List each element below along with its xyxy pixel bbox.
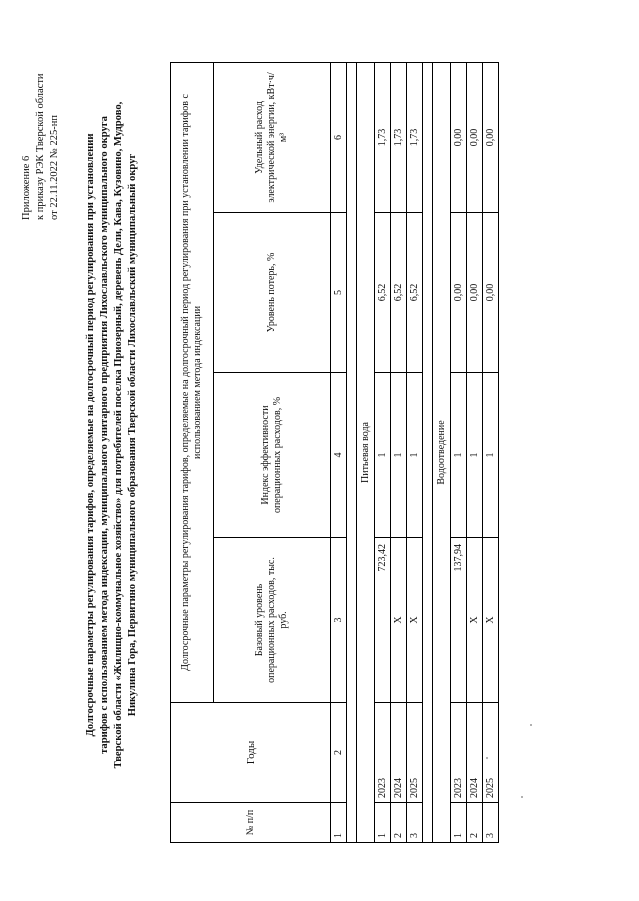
column-number: 6: [331, 62, 347, 212]
table-cell: 3: [483, 803, 499, 843]
header-number: № п/п: [171, 803, 331, 843]
table-cell: 1: [467, 373, 483, 538]
section-wastewater: Водоотведение: [433, 62, 451, 842]
table-cell: 3: [407, 803, 423, 843]
table-cell: 2023: [375, 703, 391, 803]
table-cell: 1,73: [407, 62, 423, 212]
annex-line-1: Приложение 6: [21, 155, 32, 220]
scan-speck: [486, 757, 488, 759]
table-cell: X: [391, 538, 407, 703]
title-line: тарифов с использованием метода индексации, муниципального унитарного предприятия Лихославльского муниципального округа: [99, 116, 110, 754]
annex-line-2: к приказу РЭК Тверской области: [35, 73, 46, 220]
title-line: Долгосрочные параметры регулирования тарифов, определяемые на долгосрочный период регулирования при установлении: [85, 133, 96, 737]
tariff-parameters-table: [170, 62, 499, 843]
table-cell: 6,52: [375, 213, 391, 373]
table-cell: 1: [483, 373, 499, 538]
table-cell: X: [467, 538, 483, 703]
header-energy-consumption: Удельный расход электрической энергии, кВт·ч/м³: [214, 62, 331, 212]
annex-line-3: от 22.11.2022 № 225-нп: [49, 115, 60, 220]
table-cell: 1: [391, 373, 407, 538]
table-cell: 0,00: [451, 62, 467, 212]
table-cell: 1: [375, 803, 391, 843]
table-cell: 0,00: [451, 213, 467, 373]
table-cell: 0,00: [483, 62, 499, 212]
section-drinking-water: Питьевая вода: [357, 62, 375, 842]
scan-speck: [521, 796, 523, 798]
table-cell: X: [407, 538, 423, 703]
spacer-row: [347, 62, 357, 842]
table-cell: 1: [375, 373, 391, 538]
header-loss-level: Уровень потерь, %: [214, 213, 331, 373]
table-cell: 0,00: [467, 62, 483, 212]
table-cell: 2: [467, 803, 483, 843]
table-cell: 0,00: [467, 213, 483, 373]
header-long-term-parameters: Долгосрочные параметры регулирования тарифов, определяемые на долгосрочный период регулирования при установлении тарифов с использованием метода индексации: [171, 62, 214, 702]
spacer-row: [423, 62, 433, 842]
table-cell: 6,52: [391, 213, 407, 373]
title-line: Тверской области «Жилищно-коммунальное хозяйство» для потребителей поселка Приозерный, деревень Дели, Кава, Кузовино, Мудрово,: [113, 101, 124, 769]
table-cell: 1: [451, 803, 467, 843]
column-number: 3: [331, 538, 347, 703]
table-cell: 0,00: [483, 213, 499, 373]
table-cell: 137,94: [451, 538, 467, 703]
table-cell: 2023: [451, 703, 467, 803]
table-cell: 1: [407, 373, 423, 538]
header-efficiency-index: Индекс эффективности операционных расходов, %: [214, 373, 331, 538]
table-cell: 2025: [407, 703, 423, 803]
table-cell: 1,73: [375, 62, 391, 212]
table-cell: 6,52: [407, 213, 423, 373]
column-number: 1: [331, 803, 347, 843]
column-number: 2: [331, 703, 347, 803]
table-cell: 1,73: [391, 62, 407, 212]
column-number: 4: [331, 373, 347, 538]
title-line: Никулина Гора, Первитино муниципального образования Тверской области Лихославльский муниципальный округ: [127, 153, 138, 717]
table-cell: 1: [451, 373, 467, 538]
table-cell: 2024: [467, 703, 483, 803]
column-number: 5: [331, 213, 347, 373]
table-cell: X: [483, 538, 499, 703]
table-cell: 2025: [483, 703, 499, 803]
scan-speck: [530, 724, 532, 726]
header-years: Годы: [171, 703, 331, 803]
table-cell: 2: [391, 803, 407, 843]
table-cell: 723,42: [375, 538, 391, 703]
header-base-opex: Базовый уровень операционных расходов, тыс. руб.: [214, 538, 331, 703]
document-title: [84, 45, 140, 825]
table-cell: 2024: [391, 703, 407, 803]
